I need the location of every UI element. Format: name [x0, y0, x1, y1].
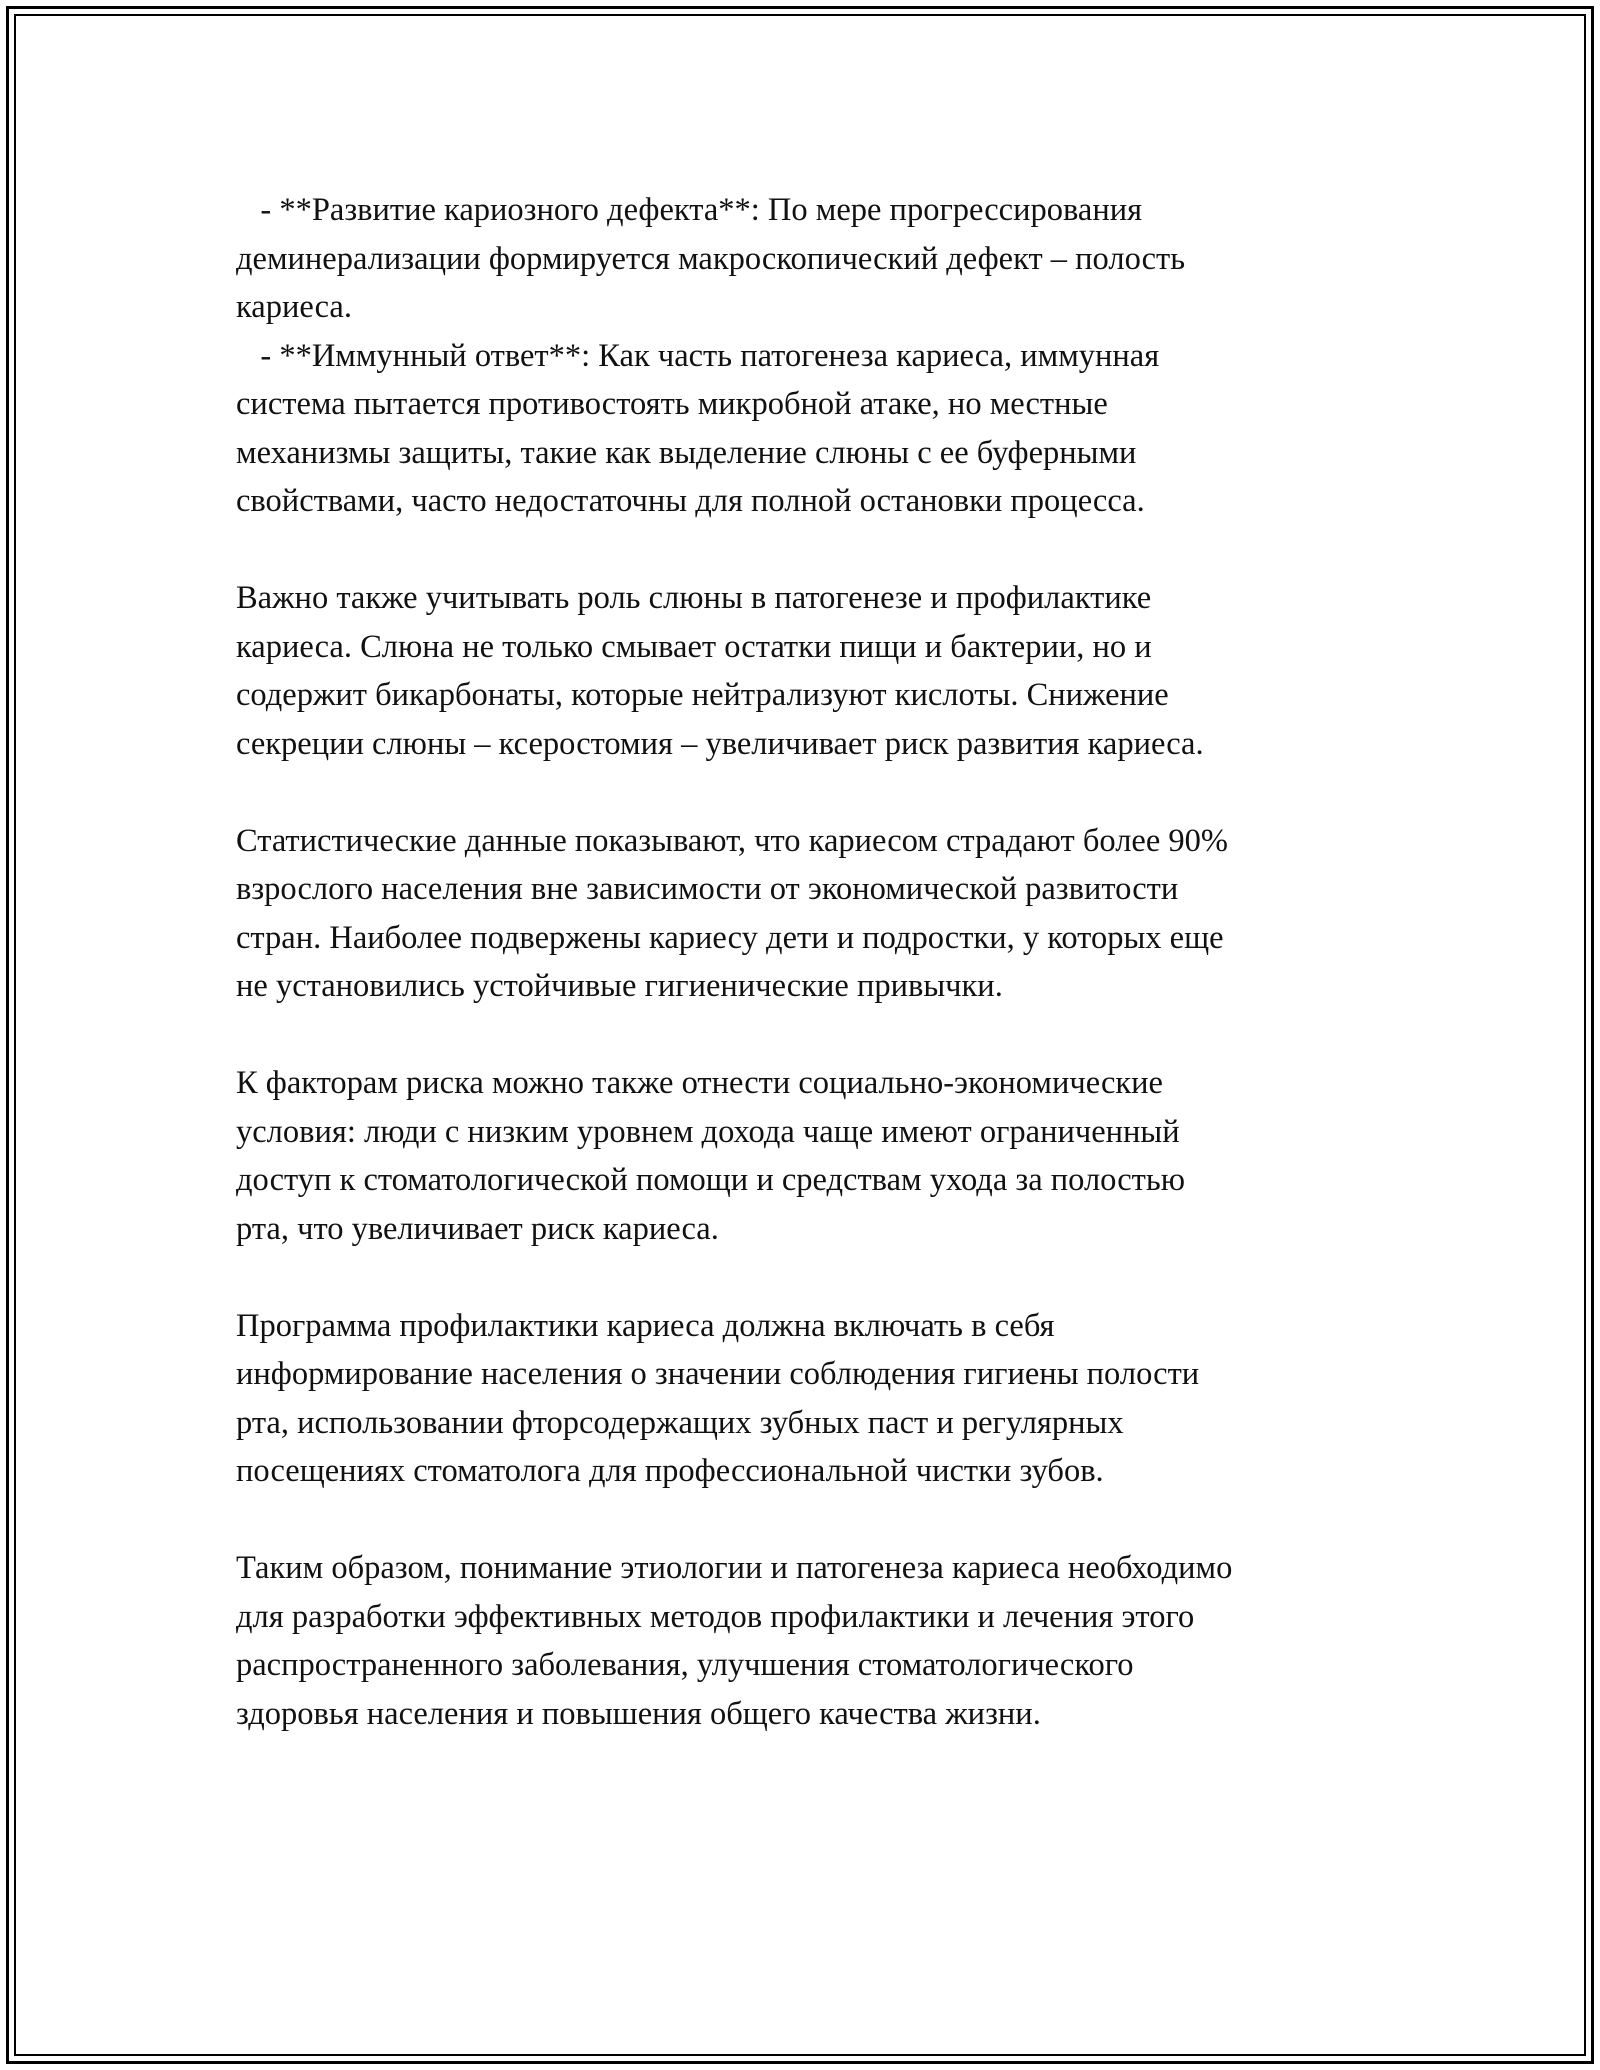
- paragraph-prevention-program: Программа профилактики кариеса должна включать в себя информирование населения о значении соблюдения гигиены полости рта, использовании фторсодержащих зубных паст и регулярных посещениях стоматолога для профессиональной чистки зубов.: [236, 1307, 1200, 1489]
- list-item-caries-defect: - **Развитие кариозного дефекта**: По мере прогрессирования деминерализации формируется макроскопический дефект – полость кариеса.: [236, 192, 1186, 325]
- paragraph-conclusion: Таким образом, понимание этиологии и патогенеза кариеса необходимо для разработки эффективных методов профилактики и лечения этого распространенного заболевания, улучшения стоматологического здоровья населения и повышения общего качества жизни.: [236, 1550, 1233, 1732]
- list-item-immune-response: - **Иммунный ответ**: Как часть патогенеза кариеса, иммунная система пытается противостоять микробной атаке, но местные механизмы защиты, такие как выделение слюны с ее буферными свойствами, часто недостаточны для полной остановки процесса.: [236, 337, 1160, 519]
- paragraph-statistics: Статистические данные показывают, что кариесом страдают более 90% взрослого населения вне зависимости от экономической развитости стран. Наиболее подвержены кариесу дети и подростки, у которых еще не установились устойчивые гигиенические привычки.: [236, 822, 1228, 1004]
- paragraph-saliva-role: Важно также учитывать роль слюны в патогенезе и профилактике кариеса. Слюна не только смывает остатки пищи и бактерии, но и содержит бикарбонаты, которые нейтрализуют кислоты. Снижение секреции слюны – ксеростомия – увеличивает риск развития кариеса.: [236, 580, 1204, 762]
- document-body: [236, 186, 1386, 1787]
- paragraph-risk-factors: К факторам риска можно также отнести социально-экономические условия: люди с низким уровнем дохода чаще имеют ограниченный доступ к стоматологической помощи и средствам ухода за полостью рта, что увеличивает риск кариеса.: [236, 1065, 1185, 1247]
